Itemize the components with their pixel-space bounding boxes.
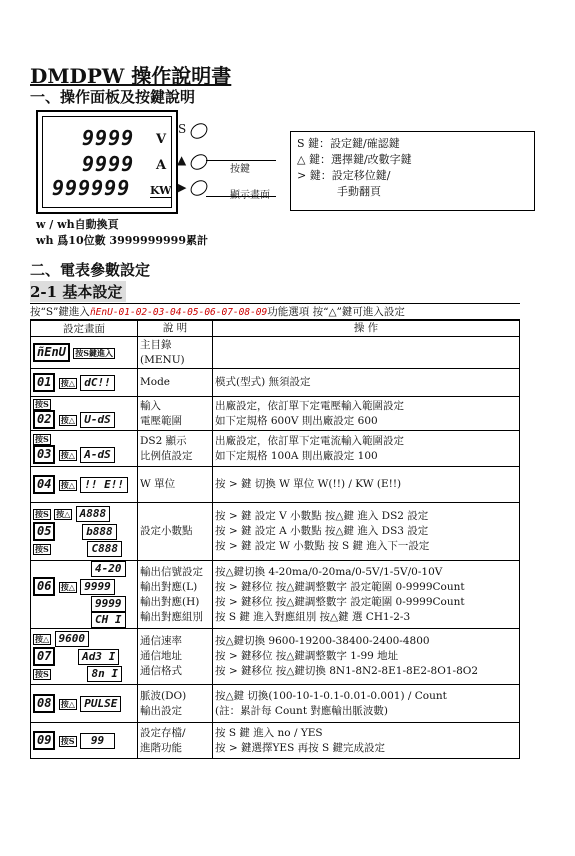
row-02-operation <box>213 397 520 431</box>
row-04-value: !! E!! <box>80 477 128 493</box>
row-08-op-line: 按△鍵 切換(100-10-1-0.1-0.01-0.001) / Count <box>215 689 447 702</box>
row-07-op-line-3: 按 > 鍵移位 按△鍵切換 8N1-8N2-8E1-8E2-8O1-8O2 <box>215 665 479 677</box>
table-header-row <box>31 320 520 337</box>
row-05-op-line-2: 按 > 鍵 設定 A 小數點 按△鍵 進入 DS3 設定 <box>215 525 429 537</box>
row-01-operation: 模式(型式) 無須設定 <box>213 369 520 397</box>
row-02-desc-line: 輸入 <box>140 399 161 412</box>
row-05-number: 05 <box>33 522 55 541</box>
row-06-value-2: 9999 <box>80 579 115 595</box>
table-row <box>31 503 520 561</box>
row-02-value: U-dS <box>80 412 115 428</box>
row-07-op-line-2: 按 > 鍵移位 按△鍵調整數字 1-99 地址 <box>215 650 399 662</box>
row-06-description <box>138 561 213 629</box>
meter-line-1: 9999 <box>82 126 135 150</box>
key-description-box <box>290 131 535 211</box>
meter-unit-kw: KW <box>150 184 172 197</box>
header-operation: 操 作 <box>213 320 520 337</box>
menu-desc-line: 主目錄 <box>140 338 172 351</box>
section-2-heading: 二、電表參數設定 <box>30 261 151 279</box>
row-02-op-line-2: 如下定規格 600V 則出廠設定 600 <box>215 414 378 427</box>
row-03-value: A-dS <box>80 447 115 463</box>
row-09-desc-line: 設定存檔/ <box>140 726 186 739</box>
row-05-screen <box>31 503 138 561</box>
key-s-label: S <box>178 122 187 136</box>
row-05-value-a: A888 <box>76 506 111 522</box>
table-row <box>31 337 520 369</box>
press-up-tag: 按△ <box>60 378 75 388</box>
row-08-desc-line: 脈波(DO) <box>140 689 187 702</box>
table-row <box>31 723 520 759</box>
key-right-description-2: 手動翻頁 <box>337 185 381 198</box>
menu-desc-line-2: (MENU) <box>140 353 185 366</box>
row-06-op-line-3: 按 > 鍵移位 按△鍵調整數字 設定範圍 0-9999Count <box>215 595 465 608</box>
row-02-op-line: 出廠設定，依訂單下定電壓輸入範圍設定 <box>215 399 404 412</box>
press-s-tag: 按S <box>35 669 49 679</box>
row-01-screen <box>31 369 138 397</box>
row-07-op-line: 按△鍵切換 9600-19200-38400-2400-4800 <box>215 635 430 647</box>
row-05-value-c: C888 <box>87 541 122 557</box>
row-07-number: 07 <box>33 647 55 666</box>
press-up-tag: 按△ <box>60 699 75 709</box>
up-arrow-icon: ▲ <box>177 153 187 167</box>
row-06-desc-line-2: 輸出對應(L) <box>140 580 198 593</box>
menu-sequence: ñEnU-01-02-03-04-05-06-07-08-09 <box>89 307 268 318</box>
row-06-operation <box>213 561 520 629</box>
row-07-desc-line-3: 通信格式 <box>140 665 182 677</box>
row-03-desc-line: DS2 顯示 <box>140 434 187 447</box>
row-03-number: 03 <box>33 445 55 464</box>
header-description: 說 明 <box>138 320 213 337</box>
row-05-value-b: b888 <box>82 524 117 540</box>
meter-unit-v: V <box>156 132 167 147</box>
row-08-screen <box>31 685 138 723</box>
menu-operation <box>213 337 520 369</box>
section-2-1-heading: 2-1 基本設定 <box>30 281 126 302</box>
row-07-operation <box>213 629 520 685</box>
row-02-number: 02 <box>33 410 55 429</box>
key-right-description: > 鍵：設定移位鍵/ <box>297 169 391 182</box>
row-03-op-line-2: 如下定規格 100A 則出廠設定 100 <box>215 449 378 462</box>
page-title: DMDPW 操作說明書 <box>30 64 232 88</box>
row-07-value-1: 9600 <box>55 631 90 647</box>
row-08-op-line-2: (註：累計每 Count 對應輸出脈波數) <box>215 704 388 717</box>
key-s-button[interactable] <box>188 120 211 142</box>
row-08-operation <box>213 685 520 723</box>
table-row <box>31 369 520 397</box>
row-04-screen <box>31 467 138 503</box>
press-up-tag: 按△ <box>60 582 75 592</box>
row-06-op-line-2: 按 > 鍵移位 按△鍵調整數字 設定範圍 0-9999Count <box>215 580 465 593</box>
press-up-tag: 按△ <box>35 634 50 644</box>
row-09-op-line-2: 按 > 鍵選擇YES 再按 S 鍵完成設定 <box>215 741 385 754</box>
row-05-operation <box>213 503 520 561</box>
row-04-description: W 單位 <box>138 467 213 503</box>
meter-panel <box>36 110 178 214</box>
key-s-description: S 鍵：設定鍵/確認鍵 <box>297 137 400 150</box>
menu-enter-tag: 按S鍵進入 <box>75 348 114 358</box>
table-row <box>31 561 520 629</box>
row-04-number: 04 <box>33 475 55 494</box>
row-08-description <box>138 685 213 723</box>
row-01-description: Mode <box>138 369 213 397</box>
row-07-value-3: 8n I <box>87 666 122 682</box>
press-up-tag: 按△ <box>56 509 71 519</box>
row-09-desc-line-2: 進階功能 <box>140 741 182 754</box>
row-03-description <box>138 431 213 467</box>
row-06-value-3: 9999 <box>91 596 126 612</box>
press-s-tag: 按S <box>35 434 49 444</box>
row-07-value-2: Ad3 I <box>78 649 119 665</box>
row-05-op-line-3: 按 > 鍵 設定 W 小數點 按 S 鍵 進入下一設定 <box>215 540 430 552</box>
legend-keys: 按鍵 <box>230 164 250 175</box>
row-03-screen <box>31 431 138 467</box>
row-09-description <box>138 723 213 759</box>
row-08-number: 08 <box>33 694 55 713</box>
note-wh-digits: wh 爲10位數 3999999999累計 <box>36 234 208 247</box>
row-01-value: dC!! <box>80 375 115 391</box>
row-06-value-1: 4-20 <box>91 561 126 577</box>
row-02-description <box>138 397 213 431</box>
section-1-heading: 一、操作面板及按鍵說明 <box>30 88 196 106</box>
row-07-desc-line: 通信速率 <box>140 635 182 647</box>
row-06-desc-line-3: 輸出對應(H) <box>140 595 200 608</box>
press-s-tag: 按S <box>35 399 49 409</box>
right-arrow-icon: ▶ <box>178 181 187 194</box>
row-06-number: 06 <box>33 577 55 596</box>
row-09-number: 09 <box>33 731 55 750</box>
row-05-description: 設定小數點 <box>138 503 213 561</box>
row-06-desc-line: 輸出信號設定 <box>140 565 203 578</box>
row-05-op-line: 按 > 鍵 設定 V 小數點 按△鍵 進入 DS2 設定 <box>215 510 429 522</box>
row-08-desc-line-2: 輸出設定 <box>140 704 182 717</box>
row-01-number: 01 <box>33 373 55 392</box>
press-up-tag: 按△ <box>60 480 75 490</box>
press-up-tag: 按△ <box>60 415 75 425</box>
row-02-desc-line-2: 電壓範圍 <box>140 414 182 427</box>
menu-screen <box>31 337 138 369</box>
settings-table <box>30 319 520 759</box>
press-s-tag: 按S <box>35 509 49 519</box>
instruction-part-a: 按“S”鍵進入 <box>30 306 90 318</box>
row-06-desc-line-4: 輸出對應組別 <box>140 610 203 623</box>
row-09-screen <box>31 723 138 759</box>
row-06-value-4: CH I <box>91 612 126 628</box>
meter-line-3: 999999 <box>52 176 131 200</box>
legend-display: 顯示畫面 <box>230 190 270 201</box>
row-02-screen <box>31 397 138 431</box>
table-row <box>31 685 520 723</box>
row-03-op-line: 出廠設定，依訂單下定電流輸入範圍設定 <box>215 434 404 447</box>
menu-description <box>138 337 213 369</box>
row-04-operation: 按 > 鍵 切換 W 單位 W(!!) / KW (E!!) <box>213 467 520 503</box>
row-08-value: PULSE <box>80 696 121 712</box>
meter-unit-a: A <box>156 158 167 173</box>
table-row <box>31 467 520 503</box>
table-row <box>31 431 520 467</box>
press-up-tag: 按△ <box>60 450 75 460</box>
row-06-screen <box>31 561 138 629</box>
menu-lcd: ñEnU <box>33 343 70 362</box>
row-07-screen <box>31 629 138 685</box>
note-auto-page: w / wh自動換頁 <box>36 218 119 231</box>
meter-line-2: 9999 <box>82 152 135 176</box>
row-06-op-line-4: 按 S 鍵 進入對應組別 按△鍵 選 CH1-2-3 <box>215 610 411 623</box>
row-07-description <box>138 629 213 685</box>
table-row <box>31 629 520 685</box>
row-09-operation <box>213 723 520 759</box>
instruction-part-b: 功能選項 按“△”鍵可進入設定 <box>267 306 405 318</box>
row-09-op-line: 按 S 鍵 進入 no / YES <box>215 726 323 739</box>
row-06-op-line: 按△鍵切換 4-20ma/0-20ma/0-5V/1-5V/0-10V <box>215 565 443 578</box>
row-03-desc-line-2: 比例值設定 <box>140 449 193 462</box>
key-up-description: △ 鍵：選擇鍵/改數字鍵 <box>297 153 412 166</box>
press-s-tag: 按S <box>60 736 75 746</box>
row-07-desc-line-2: 通信地址 <box>140 650 182 662</box>
header-screen: 設定畫面 <box>31 320 138 337</box>
key-up-button[interactable] <box>188 151 211 173</box>
press-s-tag: 按S <box>35 544 49 554</box>
row-03-operation <box>213 431 520 467</box>
row-09-value: 99 <box>80 733 115 749</box>
table-row <box>31 397 520 431</box>
